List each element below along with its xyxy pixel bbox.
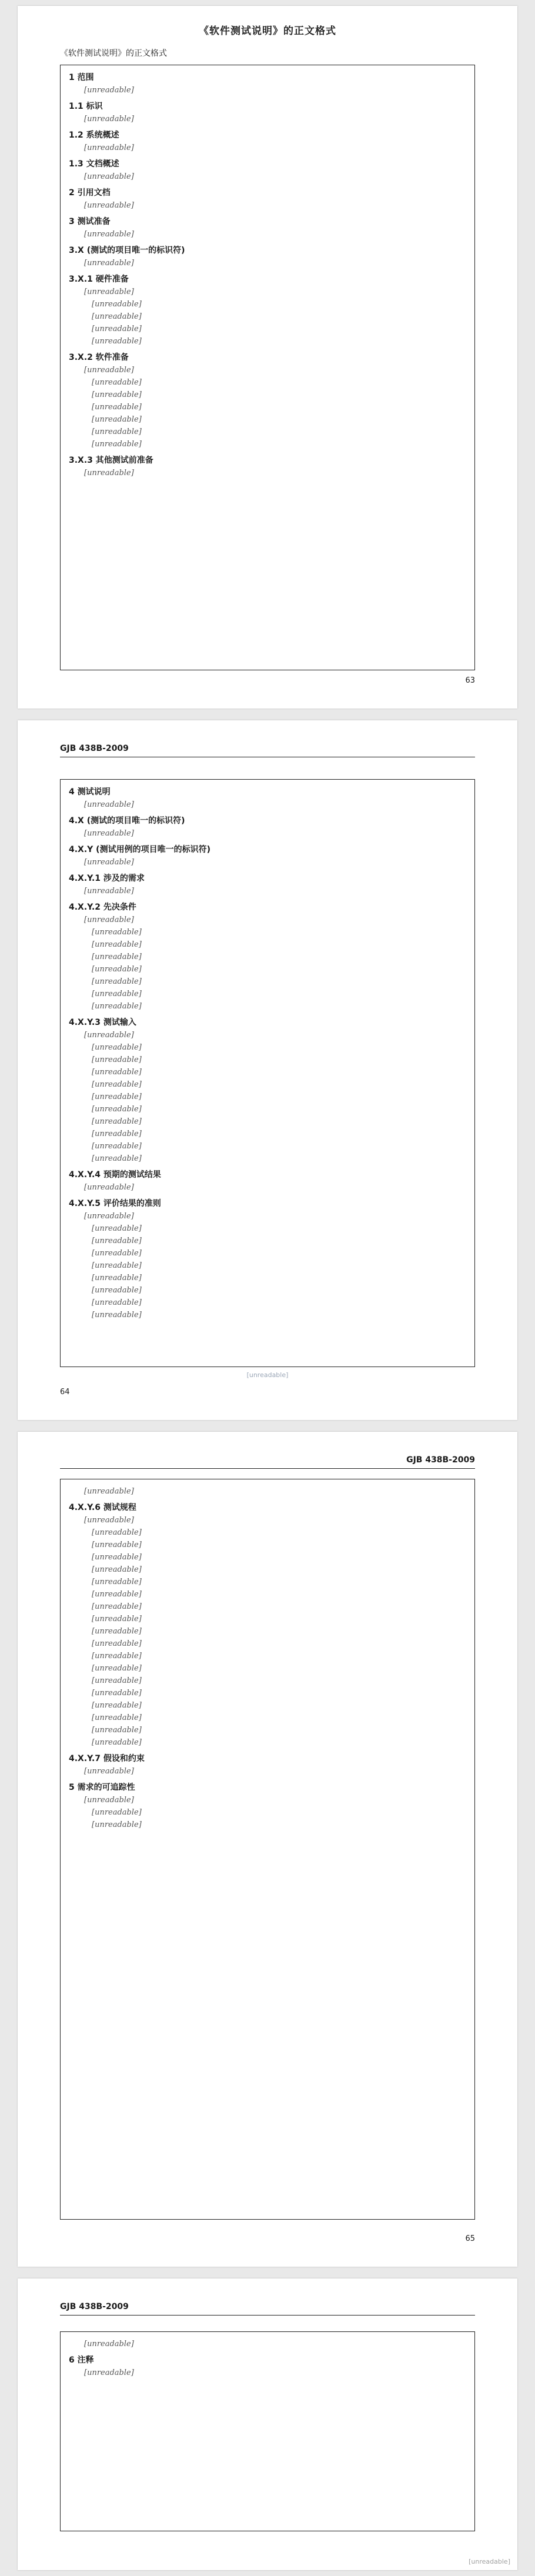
list-item: [unreadable] [92,1726,142,1735]
section [69,71,466,96]
page-title: 《软件测试说明》的正文格式 [199,25,336,37]
list-item: [unreadable] [92,1553,142,1562]
list-item: [unreadable] [92,1713,142,1722]
section-body: [unreadable] [84,288,134,296]
section [69,1485,466,1498]
list-item: [unreadable] [92,1689,142,1698]
section-heading: 3.X.2 软件准备 [69,353,129,362]
list-item: [unreadable] [92,1080,142,1089]
list-item: [unreadable] [92,403,142,412]
section-body: [unreadable] [84,1031,134,1040]
section-heading: 6 注释 [69,2356,94,2365]
header-rule [60,2315,475,2316]
list-item: [unreadable] [92,1249,142,1258]
content-frame [60,65,475,670]
section [69,215,466,240]
list-item: [unreadable] [92,1261,142,1270]
section [69,1197,466,1321]
list-item: [unreadable] [92,953,142,961]
list-item: [unreadable] [92,1565,142,1574]
list-item: [unreadable] [92,1224,142,1233]
header-rule [60,1468,475,1469]
section-heading: 4.X.Y (测试用例的项目唯一的标识符) [69,845,210,854]
section-heading: 3 测试准备 [69,217,111,226]
content-frame [60,779,475,1367]
list-item: [unreadable] [92,1528,142,1537]
section-body: [unreadable] [84,1516,134,1525]
running-head: GJB 438B-2009 [406,1455,475,1465]
running-head: GJB 438B-2009 [60,2302,129,2311]
section-body: [unreadable] [84,2368,134,2377]
section-body: [unreadable] [84,86,134,95]
section [69,186,466,212]
section-body: [unreadable] [84,366,134,375]
list-item: [unreadable] [92,1701,142,1710]
list-item: [unreadable] [92,312,142,321]
section [69,158,466,183]
section-heading: 3.X.1 硬件准备 [69,275,129,284]
section-body: [unreadable] [84,858,134,867]
section-heading: 1.1 标识 [69,102,103,111]
section [69,129,466,154]
watermark: [unreadable] [469,2558,510,2565]
section-body: [unreadable] [84,2340,134,2348]
list-item: [unreadable] [92,928,142,937]
section [69,2338,466,2350]
list-item: [unreadable] [92,1286,142,1295]
list-item: [unreadable] [92,1738,142,1747]
section [69,2354,466,2379]
list-item: [unreadable] [92,1142,142,1151]
list-item: [unreadable] [92,440,142,449]
section-body: [unreadable] [84,800,134,809]
section-heading: 4.X.Y.6 测试规程 [69,1503,136,1512]
section-heading: 4.X.Y.3 测试输入 [69,1018,136,1027]
page-number: 65 [465,2234,475,2243]
section-heading: 4.X (测试的项目唯一的标识符) [69,816,185,826]
section [69,454,466,479]
section [69,872,466,897]
page-number: 63 [465,676,475,685]
section-body: [unreadable] [84,172,134,181]
section [69,1016,466,1165]
list-item: [unreadable] [92,390,142,399]
section-heading: 4.X.Y.5 评价结果的准则 [69,1199,161,1208]
section-heading: 2 引用文档 [69,188,111,198]
section-heading: 1.3 文档概述 [69,159,119,169]
section-body: [unreadable] [84,829,134,838]
list-item: [unreadable] [92,1274,142,1282]
list-item: [unreadable] [92,965,142,974]
document-page-3 [18,1432,517,2267]
section-heading: 4.X.Y.7 假设和约束 [69,1754,145,1763]
running-head: GJB 438B-2009 [60,744,129,753]
section-body: [unreadable] [84,143,134,152]
section [69,100,466,125]
document-page-1 [18,6,517,709]
section [69,1781,466,1831]
section-body: [unreadable] [84,115,134,123]
list-item: [unreadable] [92,1092,142,1101]
section [69,843,466,868]
content-frame [60,1479,475,2220]
section-heading: 4 测试说明 [69,787,111,797]
content-frame [60,2331,475,2531]
section-subtitle: 《软件测试说明》的正文格式 [60,49,167,58]
list-item: [unreadable] [92,300,142,309]
list-item: [unreadable] [92,1590,142,1599]
list-item: [unreadable] [92,1298,142,1307]
section-body: [unreadable] [84,1183,134,1192]
list-item: [unreadable] [92,325,142,333]
section [69,351,466,450]
section [69,1168,466,1194]
section-body: [unreadable] [84,201,134,210]
page-number: 64 [60,1388,70,1396]
list-item: [unreadable] [92,1808,142,1817]
section-body: [unreadable] [84,1767,134,1776]
section-body: [unreadable] [84,469,134,477]
list-item: [unreadable] [92,1639,142,1648]
footer-note: [unreadable] [246,1371,289,1379]
list-item: [unreadable] [92,1602,142,1611]
list-item: [unreadable] [92,1130,142,1138]
list-item: [unreadable] [92,990,142,998]
list-item: [unreadable] [92,1154,142,1163]
section-heading: 4.X.Y.1 涉及的需求 [69,874,145,883]
document-page-2 [18,720,517,1420]
list-item: [unreadable] [92,1311,142,1319]
document-page-4 [18,2278,517,2570]
section [69,786,466,811]
section-heading: 3.X.3 其他测试前准备 [69,456,153,465]
list-item: [unreadable] [92,1541,142,1549]
section-heading: 5 需求的可追踪性 [69,1783,135,1792]
list-item: [unreadable] [92,1652,142,1660]
section-heading: 3.X (测试的项目唯一的标识符) [69,246,185,255]
list-item: [unreadable] [92,1820,142,1829]
list-item: [unreadable] [92,1068,142,1077]
list-item: [unreadable] [92,1237,142,1245]
list-item: [unreadable] [92,1664,142,1673]
section-body: [unreadable] [84,259,134,268]
section-body: [unreadable] [84,1796,134,1805]
list-item: [unreadable] [92,1578,142,1586]
section-heading: 4.X.Y.2 先决条件 [69,903,136,912]
section-heading: 4.X.Y.4 预期的测试结果 [69,1170,161,1180]
list-item: [unreadable] [92,1615,142,1623]
section-heading: 1.2 系统概述 [69,131,119,140]
list-item: [unreadable] [92,1117,142,1126]
section-body: [unreadable] [84,230,134,239]
section [69,814,466,840]
section-body: [unreadable] [84,1487,134,1496]
section [69,1501,466,1749]
list-item: [unreadable] [92,1002,142,1011]
section [69,244,466,269]
list-item: [unreadable] [92,427,142,436]
list-item: [unreadable] [92,1627,142,1636]
list-item: [unreadable] [92,1105,142,1114]
section [69,901,466,1013]
list-item: [unreadable] [92,940,142,949]
list-item: [unreadable] [92,415,142,424]
section-body: [unreadable] [84,916,134,924]
section [69,273,466,348]
section-body: [unreadable] [84,887,134,896]
list-item: [unreadable] [92,977,142,986]
list-item: [unreadable] [92,1043,142,1052]
section-body: [unreadable] [84,1212,134,1221]
list-item: [unreadable] [92,1055,142,1064]
section [69,1752,466,1778]
list-item: [unreadable] [92,378,142,387]
section-heading: 1 范围 [69,73,94,82]
list-item: [unreadable] [92,337,142,346]
list-item: [unreadable] [92,1676,142,1685]
